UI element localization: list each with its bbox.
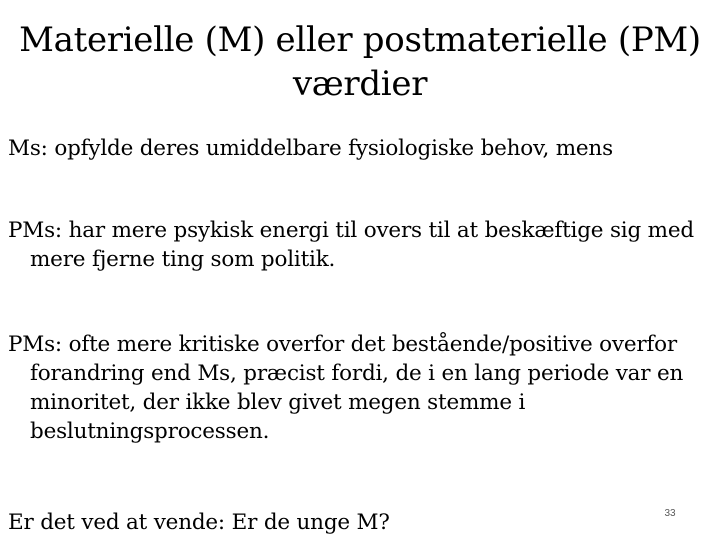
slide-title <box>0 18 720 106</box>
slide-title-line-2: værdier <box>292 64 428 104</box>
paragraph-question: Er det ved at vende: Er de unge M? <box>8 510 390 535</box>
page-number: 33 <box>664 508 676 519</box>
paragraph-ms-needs: Ms: opfylde deres umiddelbare fysiologiske behov, mens <box>8 136 613 161</box>
paragraph-pms-critical: PMs: ofte mere kritiske overfor det bestående/positive overfor forandring end Ms, præcist fordi, de i en lang periode var en minoritet, der ikke blev givet megen stemme i beslutningsprocessen. <box>8 332 684 444</box>
paragraph-pms-energy: PMs: har mere psykisk energi til overs til at beskæftige sig med mere fjerne ting som politik. <box>8 218 694 272</box>
slide-title-line-1: Materielle (M) eller postmaterielle (PM) <box>19 20 701 60</box>
